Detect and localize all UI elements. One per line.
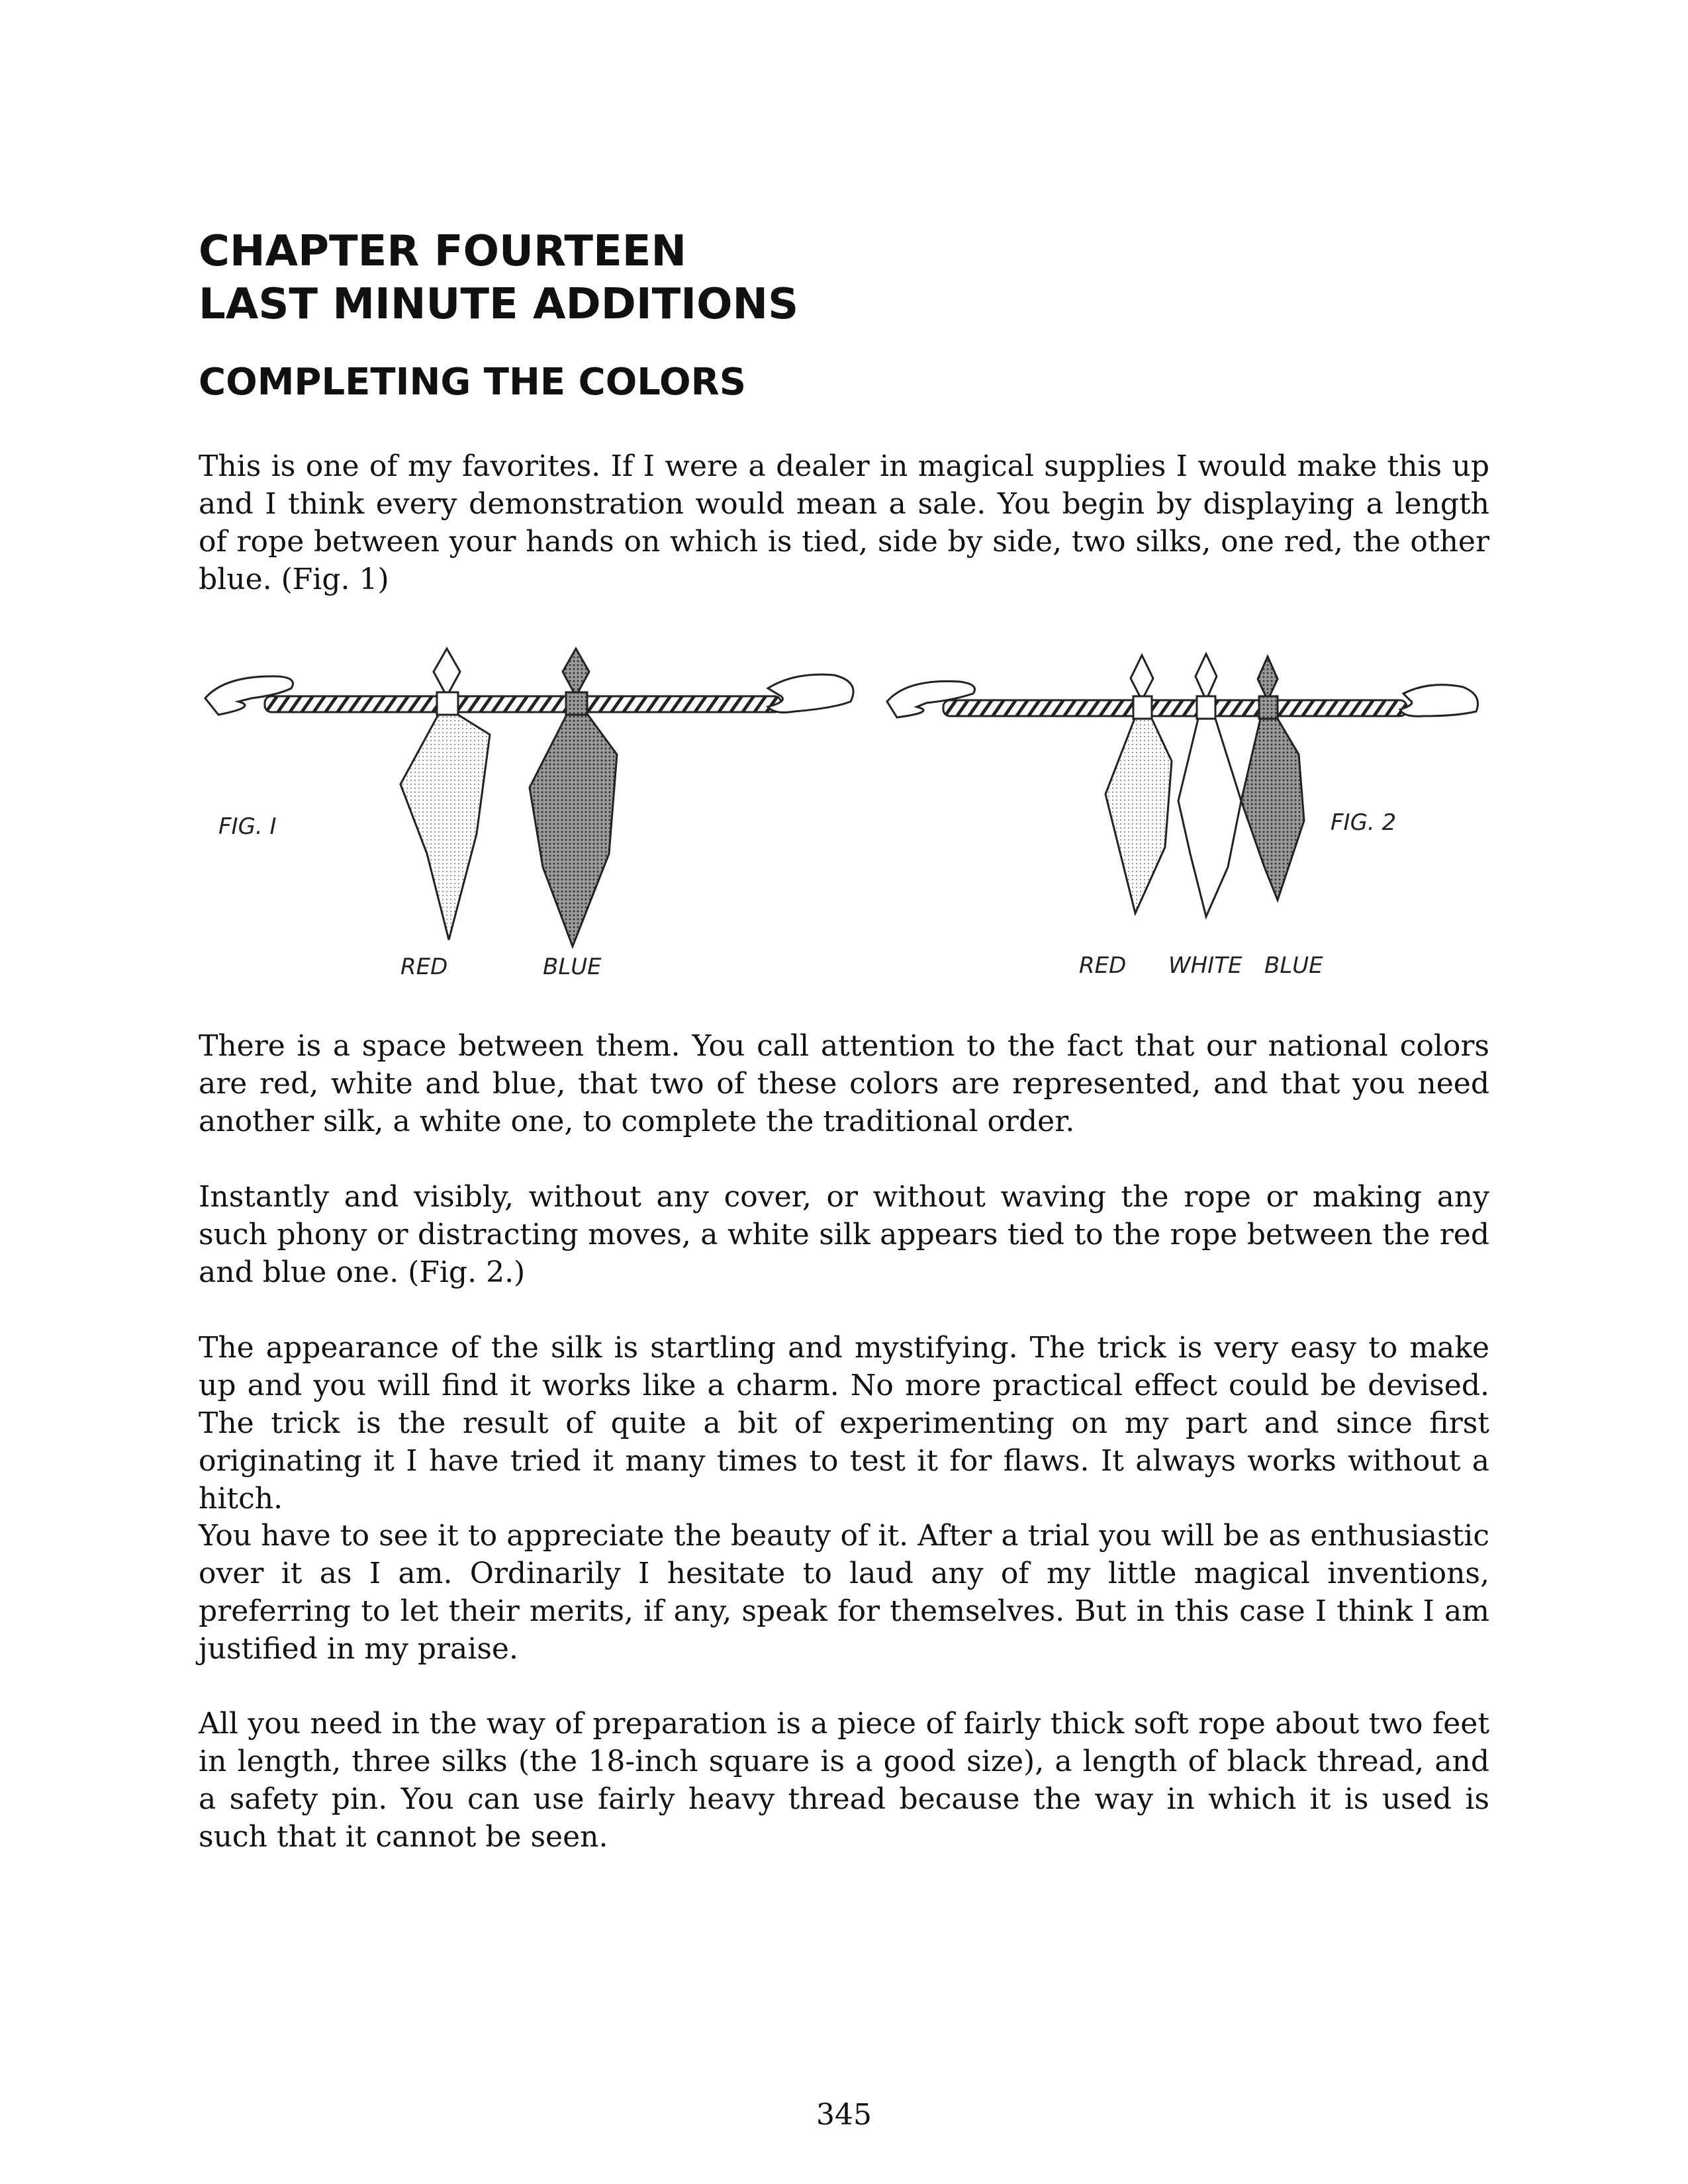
- body-paragraph-4: The appearance of the silk is startling and mystifying. The trick is very easy to make up and you will find it works like a charm. No more practical effect could be devised. The trick is the result of quite a bit of experimenting on my part and since first originating it I have tried it many times to test it for flaws. It always works without a hitch.: [199, 1331, 1489, 1516]
- chapter-title-heading: LAST MINUTE ADDITIONS: [199, 280, 799, 329]
- body-paragraph-2: There is a space between them. You call attention to the fact that our national colors are red, white and blue, that two of these colors are represented, and that you need another silk, a white one, to complete the traditional order.: [199, 1029, 1489, 1138]
- page-number: 345: [816, 2098, 872, 2132]
- blue-silk-label: BLUE: [543, 954, 602, 980]
- white-silk: [1196, 654, 1217, 700]
- blue-silk: [563, 649, 589, 696]
- figure-1-label: FIG. I: [218, 813, 277, 840]
- figure-1-illustration: [199, 635, 874, 993]
- red-silk: [434, 649, 460, 696]
- body-paragraph-3: Instantly and visibly, without any cover, or without waving the rope or making any such phony or distracting moves, a white silk appears tied to the rope between the red and blue one. (Fig. 2.): [199, 1180, 1489, 1289]
- red-silk-label: RED: [400, 954, 448, 980]
- body-paragraph-1: This is one of my favorites. If I were a dealer in magical supplies I would make this up and I think every demonstration would mean a sale. You begin by displaying a length of rope between your hands on which is tied, side by side, two silks, one red, the other blue. (Fig. 1): [199, 449, 1489, 596]
- figure-2-label: FIG. 2: [1331, 809, 1397, 836]
- right-hand-icon: [1400, 685, 1478, 717]
- figure-2-illustration: [880, 635, 1489, 993]
- body-paragraph-6: All you need in the way of preparation is a piece of fairly thick soft rope about two feet in length, three silks (the 18-inch square is a good size), a length of black thread, and a safety pin. You can use fairly heavy thread because the way in which it is used is such that it cannot be seen.: [199, 1707, 1489, 1854]
- right-hand-icon: [768, 674, 853, 712]
- blue-silk-label: BLUE: [1264, 952, 1323, 979]
- red-silk-knot: [437, 692, 458, 715]
- red-silk-label: RED: [1079, 952, 1127, 979]
- rope: [265, 696, 781, 712]
- red-silk: [1131, 655, 1153, 700]
- body-paragraph-5: You have to see it to appreciate the beauty of it. After a trial you will be as enthusiastic over it as I am. Ordinarily I hesitate to laud any of my little magical inventions, preferring to let their merits, if any, speak for themselves. But in this case I think I am justified in my praise.: [199, 1519, 1489, 1666]
- section-title-heading: COMPLETING THE COLORS: [199, 361, 747, 404]
- white-silk-knot: [1197, 696, 1215, 719]
- red-silk-knot: [1133, 696, 1152, 719]
- white-silk-label: WHITE: [1168, 952, 1243, 979]
- chapter-number-heading: CHAPTER FOURTEEN: [199, 227, 687, 276]
- blue-silk-knot: [1259, 696, 1278, 719]
- blue-silk: [1258, 657, 1278, 700]
- blue-silk-knot: [566, 692, 587, 715]
- rope: [943, 700, 1407, 716]
